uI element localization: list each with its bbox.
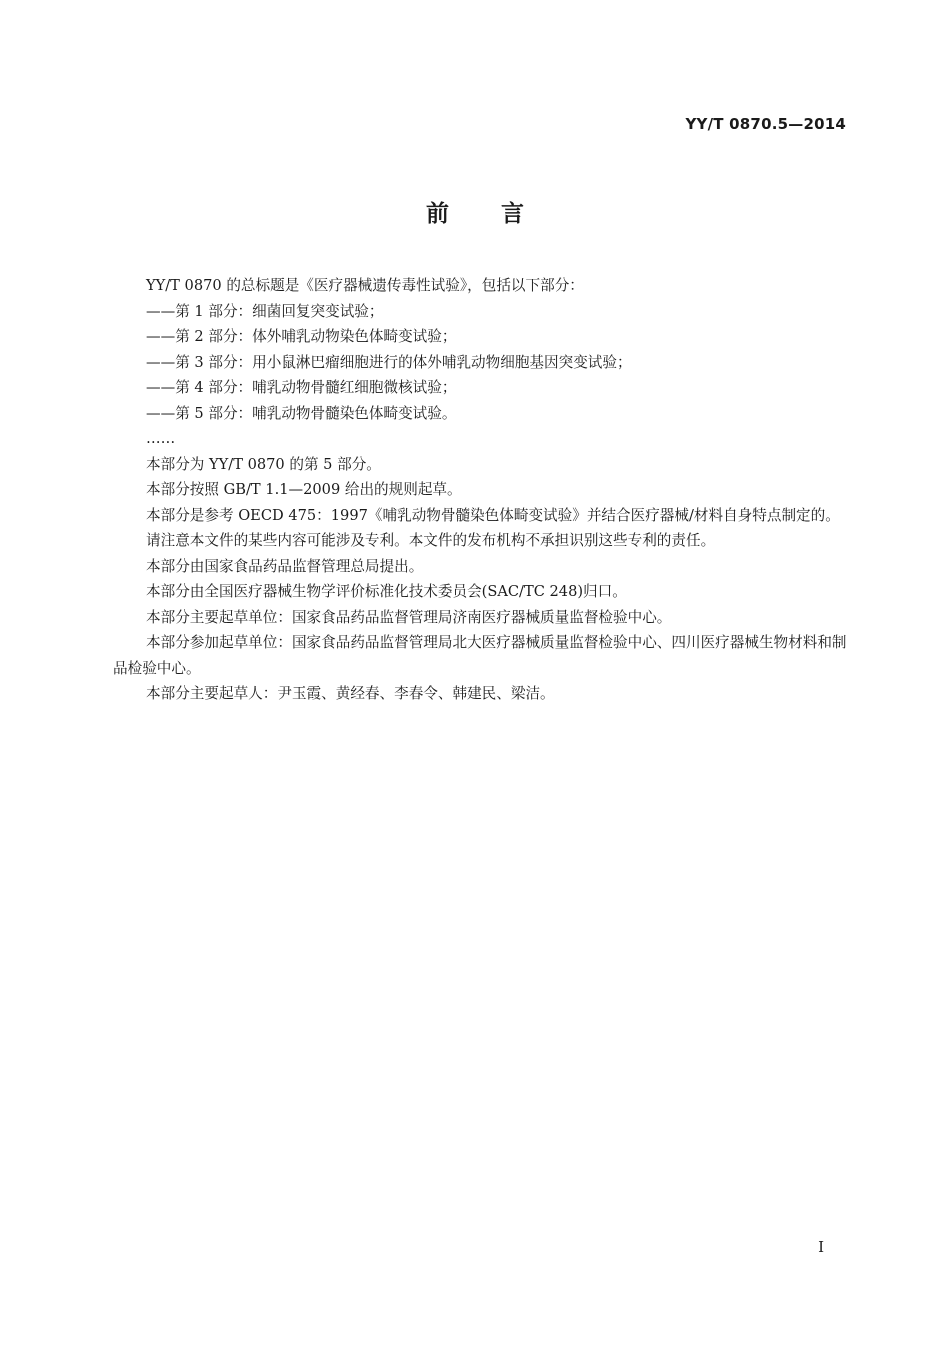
paragraph: 本部分由国家食品药品监督管理总局提出。 bbox=[146, 557, 424, 575]
intro-paragraph: YY/T 0870 的总标题是《医疗器械遗传毒性试验》，包括以下部分： bbox=[146, 277, 584, 294]
paragraph: 本部分按照 GB/T 1.1—2009 给出的规则起草。 bbox=[146, 481, 462, 498]
paragraph: 请注意本文件的某些内容可能涉及专利。本文件的发布机构不承担识别这些专利的责任。 bbox=[146, 532, 716, 549]
part-list-item: ——第 5 部分：哺乳动物骨髓染色体畸变试验。 bbox=[146, 404, 457, 422]
part-list-item: ——第 4 部分：哺乳动物骨髓红细胞微核试验； bbox=[146, 379, 457, 396]
foreword-body bbox=[113, 273, 848, 707]
paragraph: 本部分参加起草单位：国家食品药品监督管理局北大医疗器械质量监督检验中心、四川医疗器械生物材料和制品检验中心。 bbox=[113, 634, 847, 677]
paragraph: 本部分是参考 OECD 475：1997《哺乳动物骨髓染色体畸变试验》并结合医疗器械/材料自身特点制定的。 bbox=[146, 506, 840, 524]
title-char-2: 言 bbox=[501, 201, 524, 227]
paragraph: 本部分主要起草人：尹玉霞、黄经春、李春令、韩建民、梁洁。 bbox=[146, 685, 555, 702]
part-list-item: ——第 1 部分：细菌回复突变试验； bbox=[146, 302, 384, 320]
paragraph: 本部分由全国医疗器械生物学评价标准化技术委员会(SAC/TC 248)归口。 bbox=[146, 583, 627, 600]
ellipsis: …… bbox=[146, 430, 176, 447]
title-char-1: 前 bbox=[426, 201, 449, 227]
page-number: I bbox=[818, 1238, 824, 1256]
part-list-item: ——第 3 部分：用小鼠淋巴瘤细胞进行的体外哺乳动物细胞基因突变试验； bbox=[146, 353, 632, 371]
paragraph: 本部分主要起草单位：国家食品药品监督管理局济南医疗器械质量监督检验中心。 bbox=[146, 608, 672, 626]
part-list-item: ——第 2 部分：体外哺乳动物染色体畸变试验； bbox=[146, 328, 457, 345]
page-title bbox=[0, 195, 950, 228]
standard-code: YY/T 0870.5—2014 bbox=[685, 115, 846, 133]
paragraph: 本部分为 YY/T 0870 的第 5 部分。 bbox=[146, 455, 381, 473]
